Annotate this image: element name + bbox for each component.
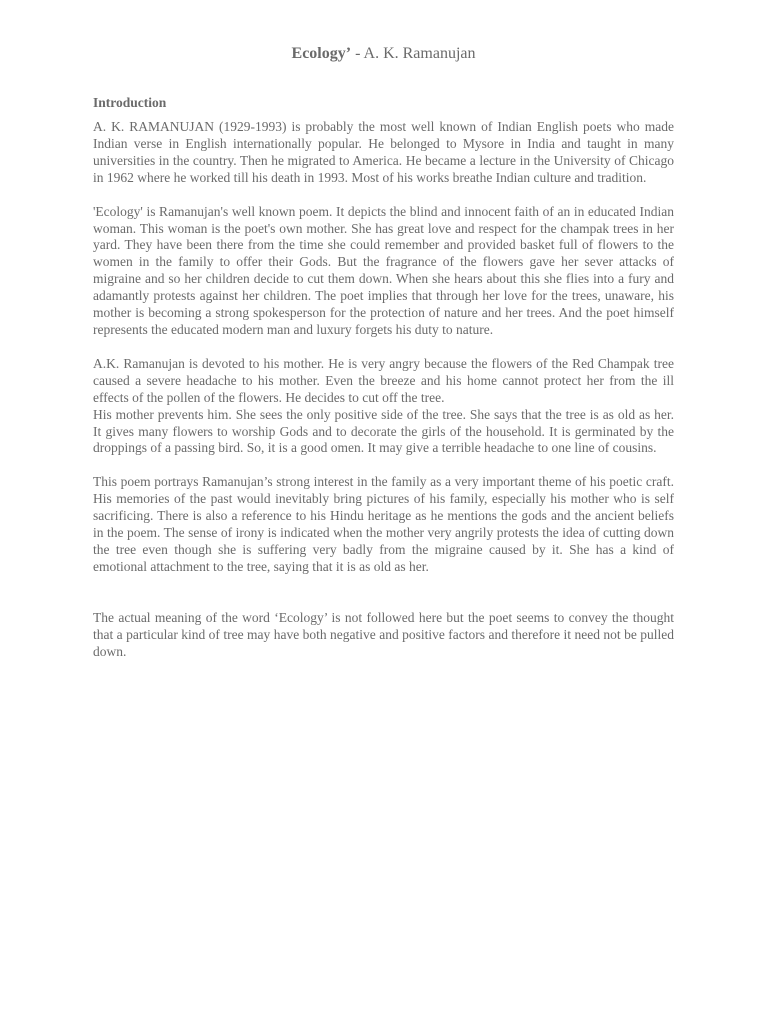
title-poem-name: Ecology’ bbox=[291, 45, 352, 62]
document-title bbox=[93, 44, 674, 64]
paragraph-family-theme: This poem portrays Ramanujan’s strong interest in the family as a very important theme of his poetic craft. His memories of the past would inevitably bring pictures of his family, especially his mother who is self sacrificing. There is also a reference to his Hindu heritage as he mentions the gods and the ancient beliefs in the poem. The sense of irony is indicated when the mother very angrily protests the idea of cutting down the tree even though she is suffering very badly from the migraine caused by it. She has a kind of emotional attachment to the tree, saying that it is as old as her. bbox=[93, 474, 674, 574]
paragraph-mother-prevents: His mother prevents him. She sees the only positive side of the tree. She says that the tree is as old as her. It gives many flowers to worship Gods and to decorate the girls of the household. It is germinated by the droppings of a passing bird. So, it is a good omen. It may give a terrible headache to one line of cousins. bbox=[93, 406, 674, 456]
paragraph-conclusion: The actual meaning of the word ‘Ecology’ is not followed here but the poet seems to convey the thought that a particular kind of tree may have both negative and positive factors and therefore it need not be pulled down. bbox=[93, 609, 674, 659]
document-page bbox=[93, 44, 674, 677]
section-heading-introduction: Introduction bbox=[93, 95, 167, 110]
paragraph-biography: A. K. RAMANUJAN (1929-1993) is probably the most well known of Indian English poets who made Indian verse in English internationally popular. He belonged to Mysore in India and taught in many universities in the country. Then he migrated to America. He became a lecture in the University of Chicago in 1962 where he worked till his death in 1993. Most of his works breathe Indian culture and tradition. bbox=[93, 119, 674, 185]
paragraph-poem-overview: 'Ecology' is Ramanujan's well known poem. It depicts the blind and innocent faith of an in educated Indian woman. This woman is the poet's own mother. She has great love and respect for the champak trees in her yard. They have been there from the time she could remember and provided basket full of flowers to the women in the family to offer their Gods. But the fragrance of the flowers gave her sever attacks of migraine and so her children decide to cut them down. When she hears about this she flies into a fury and adamantly protests against her children. The poet implies that through her love for the trees, unaware, his mother is becoming a strong spokesperson for the protection of nature and her trees. And the poet himself represents the educated modern man and luxury forgets his duty to nature. bbox=[93, 203, 674, 337]
blank-line bbox=[93, 593, 674, 610]
title-author: - A. K. Ramanujan bbox=[351, 45, 476, 62]
paragraph-devotion: A.K. Ramanujan is devoted to his mother. He is very angry because the flowers of the Red Champak tree caused a severe headache to his mother. Even the breeze and his home cannot protect her from the ill effects of the pollen of the flowers. He decides to cut off the tree. bbox=[93, 355, 674, 405]
